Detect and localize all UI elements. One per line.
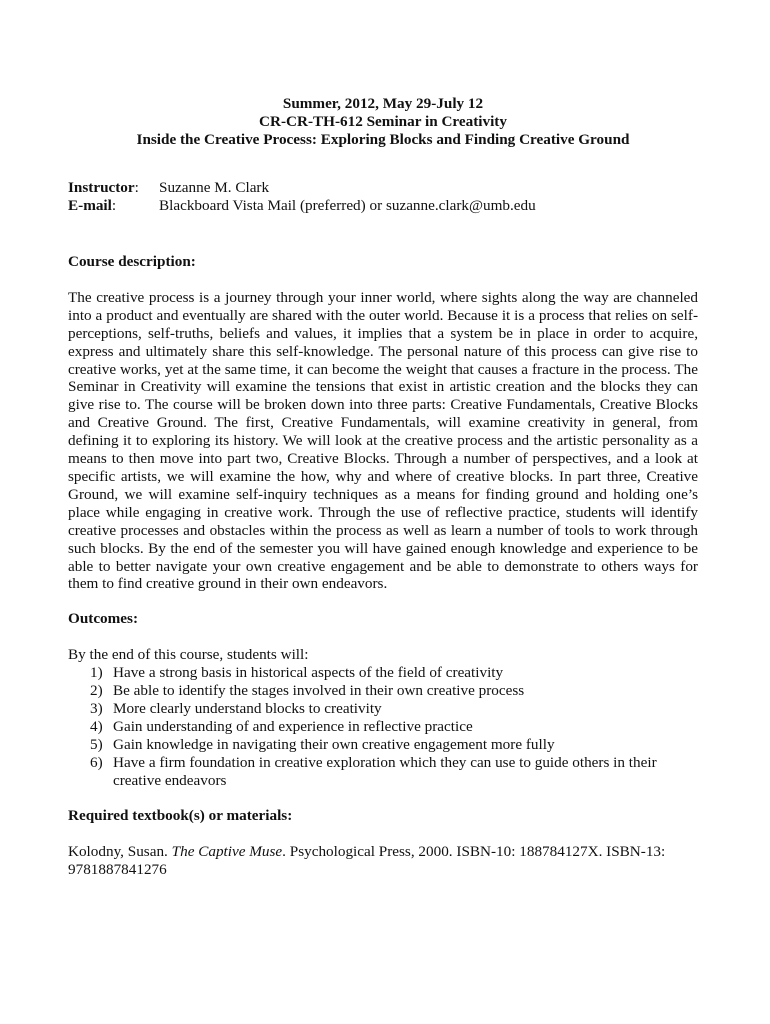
outcomes-intro: By the end of this course, students will: [68,646,309,664]
email-row [68,197,698,215]
term-dates: Summer, 2012, May 29-July 12 [282,95,484,112]
document-page [68,95,698,879]
instructor-label: Instructor: [68,179,139,196]
materials-heading: Required textbook(s) or materials: [68,807,293,825]
course-subtitle: Inside the Creative Process: Exploring Blocks and Finding Creative Ground [136,131,630,148]
outcome-item: 1) Have a strong basis in historical aspects of the field of creativity [90,664,504,682]
outcome-item: 6) Have a firm foundation in creative exploration which they can use to guide others in their creative endeavors [90,753,657,789]
textbook-reference: Kolodny, Susan. The Captive Muse. Psychological Press, 2000. ISBN-10: 188784127X. ISBN-13: 9781887841276 [68,843,666,879]
course-code-title: CR-CR-TH-612 Seminar in Creativity [259,113,507,130]
instructor-name: Suzanne M. Clark [159,179,270,196]
outcome-item: 5) Gain knowledge in navigating their own creative engagement more fully [90,735,555,753]
email-value: Blackboard Vista Mail (preferred) or suzanne.clark@umb.edu [159,197,536,214]
email-label: E-mail: [68,197,117,214]
outcomes-list [68,664,698,789]
course-description-heading: Course description: [68,253,196,270]
outcome-item: 4) Gain understanding of and experience in reflective practice [90,717,473,735]
document-header [68,95,698,149]
textbook-title: The Captive Muse [171,843,283,861]
course-description-text: The creative process is a journey through your inner world, where sights along the way are channeled into a product and eventually are shared with the outer world. Because it is a process that relies on self-perceptions, self-truths, beliefs and values, it implies that a system be in place in order to acquire, express and ultimately share this self-knowledge. The personal nature of this process can give rise to creative works, yet at the same time, it can become the weight that causes a fracture in the process. The Seminar in Creativity will examine the tensions that exist in artistic creation and the blocks they can give rise to. The course will be broken down into three parts: Creative Fundamentals, Creative Blocks and Creative Ground. The first, Creative Fundamentals, will examine creativity in general, from defining it to exploring its history. We will look at the creative process and the artistic personality as a means to then move into part two, Creative Blocks. Through a number of perspectives, and a look at specific artists, we will examine the how, why and where of creative blocks. In part three, Creative Ground, we will examine self-inquiry techniques as a means for finding ground and holding one’s place while engaging in creative work. Through the use of reflective practice, students will identify creative processes and obstacles within the process as well as learn a number of tools to work through such blocks. By the end of the semester you will have gained enough knowledge and experience to be able to better navigate your own creative engagement and be able to demonstrate to others ways for them to find creative ground in their own endeavors. [68,288,698,593]
contact-info [68,179,698,215]
outcome-item: 3) More clearly understand blocks to creativity [90,699,382,717]
outcome-item: 2) Be able to identify the stages involved in their own creative process [90,682,525,700]
outcomes-heading: Outcomes: [68,610,139,628]
instructor-row [68,179,698,197]
